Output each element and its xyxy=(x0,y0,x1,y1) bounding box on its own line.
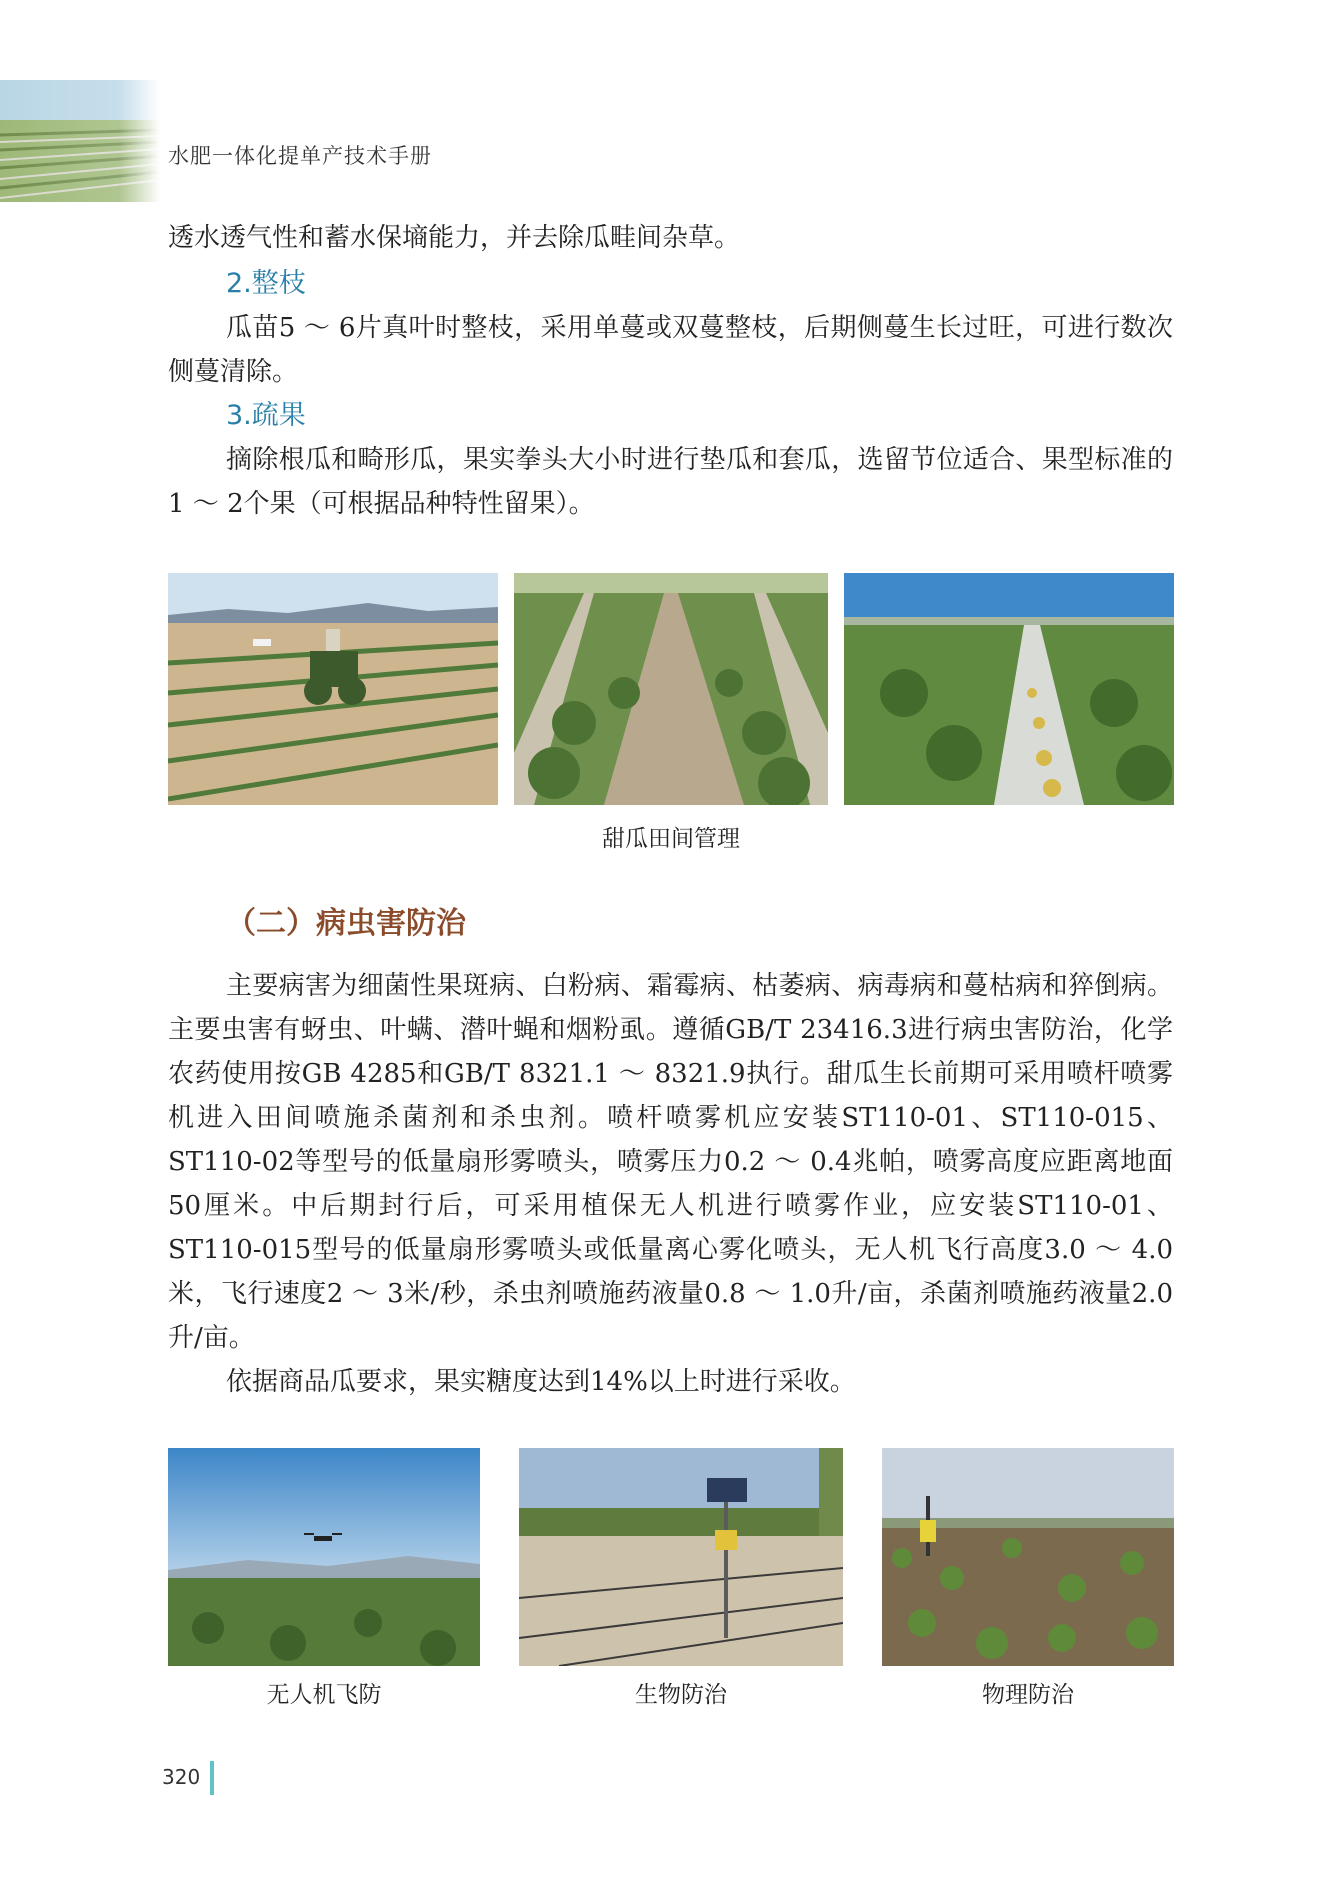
figure2-caption-biological: 生物防治 xyxy=(635,1682,727,1708)
photo-melon-rows xyxy=(514,573,828,805)
figure2-caption-physical: 物理防治 xyxy=(982,1682,1074,1708)
paragraph-pest-control: 主要病害为细菌性果斑病、白粉病、霜霉病、枯萎病、病毒病和蔓枯病和猝倒病。主要虫害有蚜虫、叶螨、潜叶蝇和烟粉虱。遵循GB/T 23416.3进行病虫害防治，化学农药使用按GB 4285和GB/T 8321.1 ～ 8321.9执行。甜瓜生长前期可采用喷杆喷雾机进入田间喷施杀菌剂和杀虫剂。喷杆喷雾机应安装ST110-01、ST110-015、ST110-02等型号的低量扇形雾喷头，喷雾压力0.2 ～ 0.4兆帕，喷雾高度应距离地面50厘米。中后期封行后，可采用植保无人机进行喷雾作业，应安装ST110-01、ST110-015型号的低量扇形雾喷头或低量离心雾化喷头，无人机飞行高度3.0 ～ 4.0米，飞行速度2 ～ 3米/秒，杀虫剂喷施药液量0.8 ～ 1.0升/亩，杀菌剂喷施药液量2.0升/亩。 xyxy=(168,971,1173,1353)
running-header-title: 水肥一体化提单产技术手册 xyxy=(168,144,432,168)
paragraph-pruning: 瓜苗5 ～ 6片真叶时整枝，采用单蔓或双蔓整枝，后期侧蔓生长过旺，可进行数次侧蔓清除。 xyxy=(168,313,1173,387)
photo-drone-spraying xyxy=(168,1448,480,1666)
photo-melon-film-rows xyxy=(844,573,1174,805)
paragraph-harvest: 依据商品瓜要求，果实糖度达到14%以上时进行采收。 xyxy=(226,1367,856,1397)
header-field-image xyxy=(0,80,160,202)
photo-physical-control xyxy=(882,1448,1174,1666)
page-number-accent-bar xyxy=(210,1761,214,1795)
section-title-pest-control: （二）病虫害防治 xyxy=(226,906,466,941)
paragraph-fruit-thinning: 摘除根瓜和畸形瓜，果实拳头大小时进行垫瓜和套瓜，选留节位适合、果型标准的1 ～ 2个果（可根据品种特性留果）。 xyxy=(168,445,1173,519)
figure1-caption: 甜瓜田间管理 xyxy=(602,826,740,852)
paragraph-continued: 透水透气性和蓄水保墒能力，并去除瓜畦间杂草。 xyxy=(168,223,741,253)
subheading-fruit-thinning: 3.疏果 xyxy=(226,400,306,431)
page-number: 320 xyxy=(162,1765,201,1789)
photo-biological-control xyxy=(519,1448,843,1666)
photo-tractor-field xyxy=(168,573,498,805)
figure2-caption-drone: 无人机飞防 xyxy=(266,1682,382,1708)
subheading-pruning: 2.整枝 xyxy=(226,268,306,299)
